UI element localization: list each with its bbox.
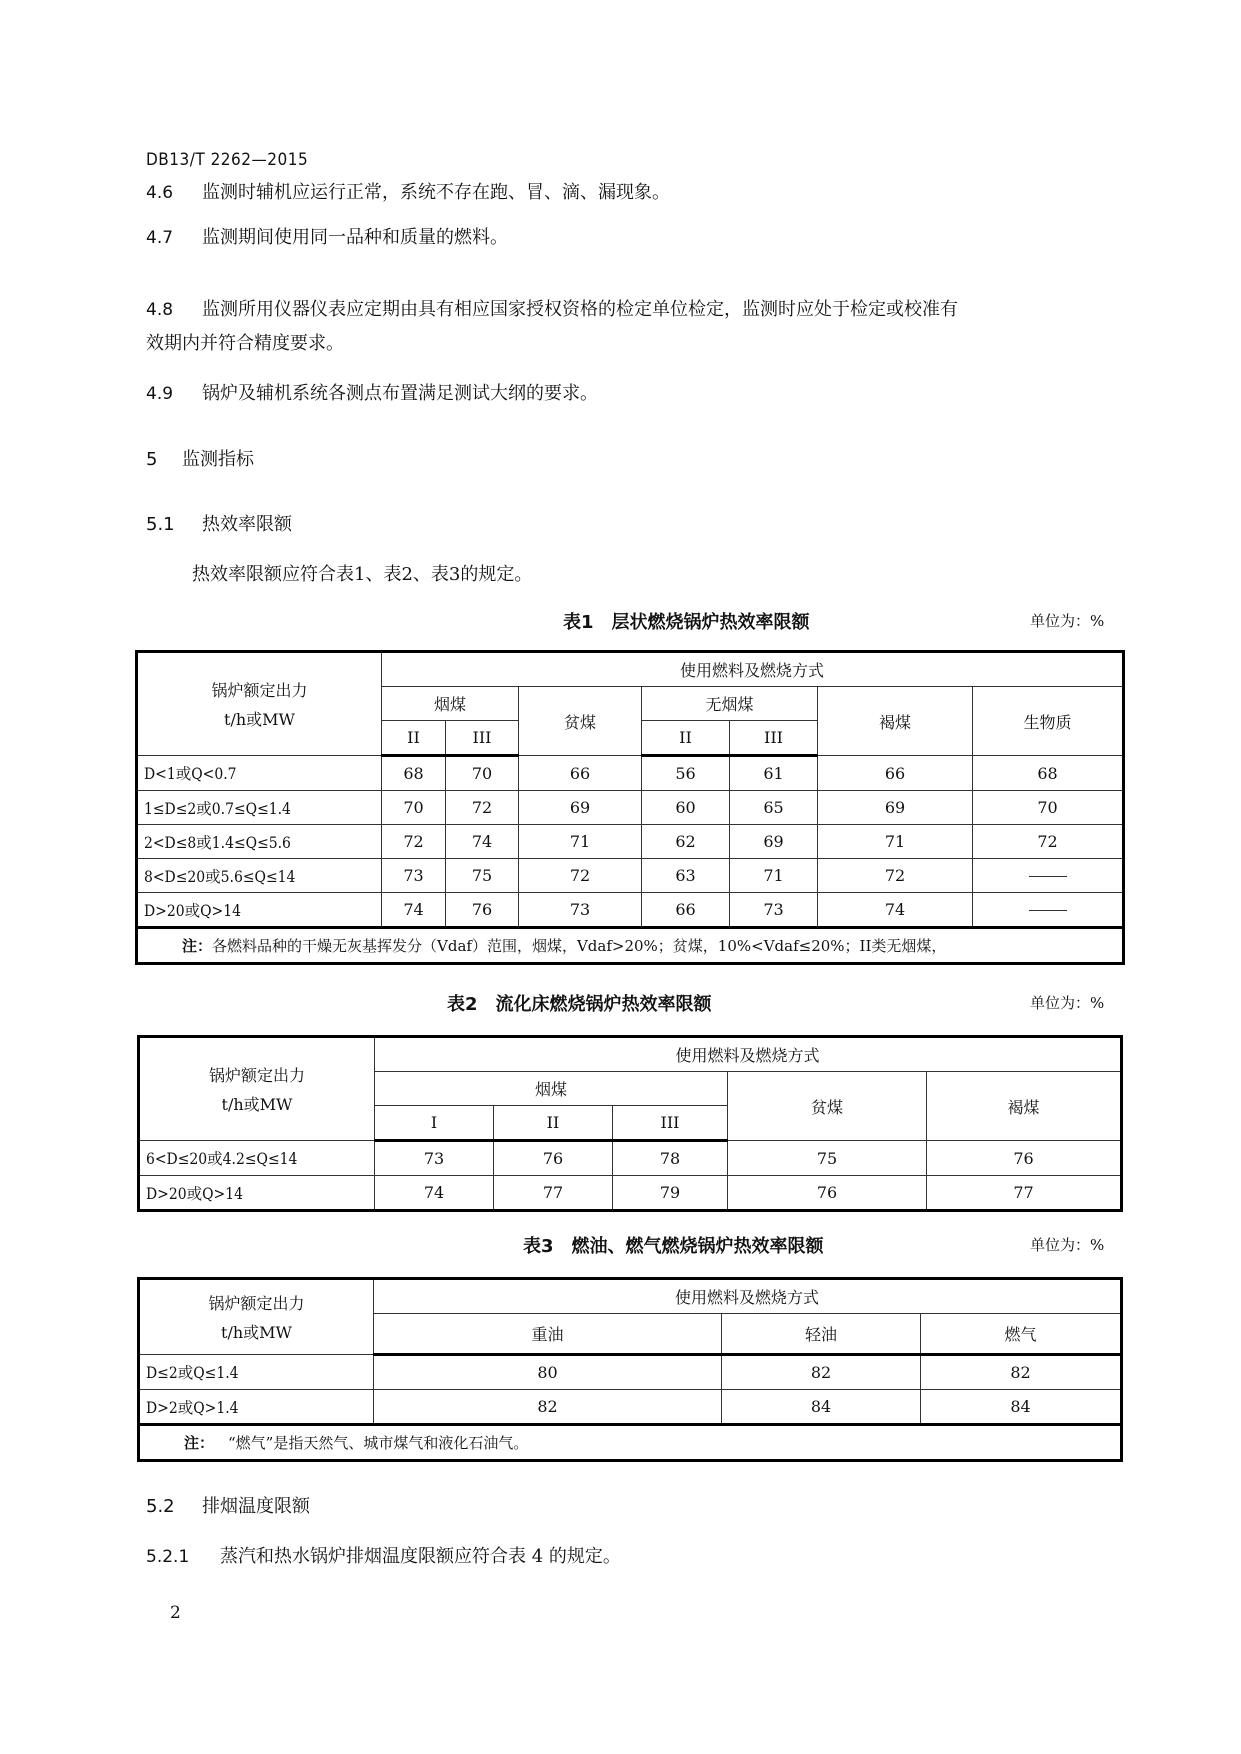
value-cell: 76: [494, 1141, 613, 1176]
range-cell: D>2或Q>1.4: [139, 1390, 374, 1425]
table-row: [139, 1390, 1122, 1425]
value-cell: 69: [519, 791, 642, 825]
not-applicable-cell: [973, 893, 1124, 928]
clause-4-9: [146, 377, 1126, 411]
fuel-heavy-oil: 重油: [374, 1314, 722, 1355]
value-cell: 73: [375, 1141, 494, 1176]
value-cell: 76: [446, 893, 519, 928]
table3-caption: 表3 燃油、燃气燃烧锅炉热效率限额: [523, 1236, 824, 1257]
value-cell: 72: [973, 825, 1124, 859]
clause-number: 4.6: [146, 183, 174, 203]
table-row: [137, 825, 1124, 859]
range-cell: 8<D≤20或5.6≤Q≤14: [137, 859, 382, 893]
value-cell: 74: [818, 893, 973, 928]
value-cell: 74: [375, 1176, 494, 1211]
value-cell: 65: [730, 791, 818, 825]
grade-iii: III: [730, 721, 818, 756]
section-number: 5.2: [146, 1496, 175, 1517]
value-cell: 79: [613, 1176, 728, 1211]
value-cell: 71: [730, 859, 818, 893]
value-cell: 76: [728, 1176, 927, 1211]
value-cell: 66: [642, 893, 730, 928]
value-cell: 82: [921, 1355, 1122, 1390]
table1-group-header: 使用燃料及燃烧方式: [382, 652, 1124, 687]
table2-group-header: 使用燃料及燃烧方式: [375, 1037, 1122, 1072]
value-cell: 73: [382, 859, 446, 893]
grade-ii: II: [494, 1106, 613, 1141]
range-cell: D>20或Q>14: [137, 893, 382, 928]
row-header-unit: t/h或MW: [221, 1323, 292, 1342]
section-5-1-intro: 热效率限额应符合表1、表2、表3的规定。: [192, 564, 533, 585]
grade-iii: III: [446, 721, 519, 756]
section-title: 监测指标: [182, 449, 254, 470]
fuel-lignite: 褐煤: [927, 1072, 1122, 1141]
value-cell: 72: [382, 825, 446, 859]
value-cell: 84: [921, 1390, 1122, 1425]
value-cell: 77: [494, 1176, 613, 1211]
table3-unit: 单位为：%: [1030, 1236, 1105, 1254]
fuel-lean-coal: 贫煤: [728, 1072, 927, 1141]
value-cell: 66: [519, 756, 642, 791]
value-cell: 63: [642, 859, 730, 893]
fuel-biomass: 生物质: [973, 687, 1124, 756]
clause-text-continued: 效期内并符合精度要求。: [146, 333, 344, 354]
table1: [135, 650, 1125, 965]
section-heading-5-2: [146, 1492, 310, 1518]
section-heading-5: [146, 445, 254, 471]
dash-mark: [1029, 876, 1067, 877]
range-cell: 6<D≤20或4.2≤Q≤14: [139, 1141, 375, 1176]
value-cell: 71: [818, 825, 973, 859]
value-cell: 72: [446, 791, 519, 825]
grade-ii: II: [642, 721, 730, 756]
fuel-lean-coal: 贫煤: [519, 687, 642, 756]
section-number: 5.1: [146, 514, 175, 535]
table-row: [137, 859, 1124, 893]
table-row: [139, 1141, 1122, 1176]
value-cell: 72: [818, 859, 973, 893]
grade-i: I: [375, 1106, 494, 1141]
note-label: 注：: [184, 1434, 215, 1452]
clause-text: 蒸汽和热水锅炉排烟温度限额应符合表 4 的规定。: [220, 1546, 621, 1567]
value-cell: 84: [722, 1390, 921, 1425]
value-cell: 82: [722, 1355, 921, 1390]
page-number: 2: [170, 1603, 181, 1623]
value-cell: 56: [642, 756, 730, 791]
section-number: 5: [146, 449, 158, 470]
document-id: DB13/T 2262—2015: [146, 150, 309, 170]
value-cell: 60: [642, 791, 730, 825]
table-row: [137, 756, 1124, 791]
range-cell: 2<D≤8或1.4≤Q≤5.6: [137, 825, 382, 859]
row-header-label: 锅炉额定出力: [211, 681, 308, 700]
value-cell: 69: [818, 791, 973, 825]
clause-text: 监测所用仪器仪表应定期由具有相应国家授权资格的检定单位检定，监测时应处于检定或校准有: [202, 299, 958, 320]
value-cell: 74: [446, 825, 519, 859]
value-cell: 66: [818, 756, 973, 791]
value-cell: 68: [973, 756, 1124, 791]
grade-ii: II: [382, 721, 446, 756]
table3-row-header: [139, 1279, 374, 1355]
table2-caption: 表2 流化床燃烧锅炉热效率限额: [447, 994, 712, 1015]
table2-row-header: [139, 1037, 375, 1141]
value-cell: 78: [613, 1141, 728, 1176]
table3-note: [139, 1425, 1122, 1461]
value-cell: 61: [730, 756, 818, 791]
section-title: 热效率限额: [202, 514, 292, 535]
row-header-label: 锅炉额定出力: [208, 1066, 305, 1085]
value-cell: 69: [730, 825, 818, 859]
fuel-bituminous: 烟煤: [382, 687, 519, 721]
clause-4-7: [146, 221, 1126, 255]
clause-4-6: [146, 176, 1126, 210]
clause-number: 5.2.1: [146, 1547, 190, 1567]
table1-unit: 单位为：%: [1030, 612, 1105, 630]
value-cell: 77: [927, 1176, 1122, 1211]
table1-row-header: [137, 652, 382, 756]
value-cell: 70: [382, 791, 446, 825]
clause-text: 锅炉及辅机系统各测点布置满足测试大纲的要求。: [202, 383, 598, 404]
value-cell: 75: [446, 859, 519, 893]
table-row: [139, 1355, 1122, 1390]
range-cell: D<1或Q<0.7: [137, 756, 382, 791]
fuel-lignite: 褐煤: [818, 687, 973, 756]
table-row: [137, 791, 1124, 825]
fuel-bituminous: 烟煤: [375, 1072, 728, 1106]
section-heading-5-1: [146, 510, 292, 536]
value-cell: 68: [382, 756, 446, 791]
row-header-unit: t/h或MW: [221, 1095, 293, 1114]
value-cell: 75: [728, 1141, 927, 1176]
fuel-gas: 燃气: [921, 1314, 1122, 1355]
note-text: “燃气”是指天然气、城市煤气和液化石油气。: [228, 1434, 529, 1452]
table2: [137, 1035, 1123, 1212]
clause-number: 4.8: [146, 300, 174, 320]
table-row: [139, 1176, 1122, 1211]
value-cell: 70: [973, 791, 1124, 825]
table2-unit: 单位为：%: [1030, 994, 1105, 1012]
clause-number: 4.9: [146, 384, 174, 404]
table1-note: [137, 928, 1124, 964]
clause-4-8: [146, 293, 1126, 361]
fuel-light-oil: 轻油: [722, 1314, 921, 1355]
value-cell: 71: [519, 825, 642, 859]
range-cell: D>20或Q>14: [139, 1176, 375, 1211]
note-text: 各燃料品种的干燥无灰基挥发分（Vdaf）范围，烟煤，Vdaf>20%；贫煤，10%<Vdaf≤20%；II类无烟煤，: [212, 937, 947, 955]
range-cell: D≤2或Q≤1.4: [139, 1355, 374, 1390]
clause-text: 监测时辅机应运行正常，系统不存在跑、冒、滴、漏现象。: [202, 182, 670, 203]
value-cell: 70: [446, 756, 519, 791]
row-header-unit: t/h或MW: [224, 710, 295, 729]
value-cell: 73: [519, 893, 642, 928]
value-cell: 73: [730, 893, 818, 928]
value-cell: 76: [927, 1141, 1122, 1176]
fuel-anthracite: 无烟煤: [642, 687, 818, 721]
range-cell: 1≤D≤2或0.7≤Q≤1.4: [137, 791, 382, 825]
note-label: 注：: [182, 937, 213, 955]
table3: [137, 1277, 1123, 1462]
dash-mark: [1029, 910, 1067, 911]
value-cell: 72: [519, 859, 642, 893]
value-cell: 62: [642, 825, 730, 859]
clause-text: 监测期间使用同一品种和质量的燃料。: [202, 227, 508, 248]
table3-group-header: 使用燃料及燃烧方式: [374, 1279, 1122, 1314]
section-title: 排烟温度限额: [202, 1496, 310, 1517]
grade-iii: III: [613, 1106, 728, 1141]
clause-number: 4.7: [146, 228, 174, 248]
value-cell: 80: [374, 1355, 722, 1390]
table1-caption: 表1 层状燃烧锅炉热效率限额: [563, 612, 810, 633]
table-row: [137, 893, 1124, 928]
row-header-label: 锅炉额定出力: [208, 1294, 305, 1313]
not-applicable-cell: [973, 859, 1124, 893]
clause-5-2-1: [146, 1540, 1126, 1574]
value-cell: 74: [382, 893, 446, 928]
value-cell: 82: [374, 1390, 722, 1425]
